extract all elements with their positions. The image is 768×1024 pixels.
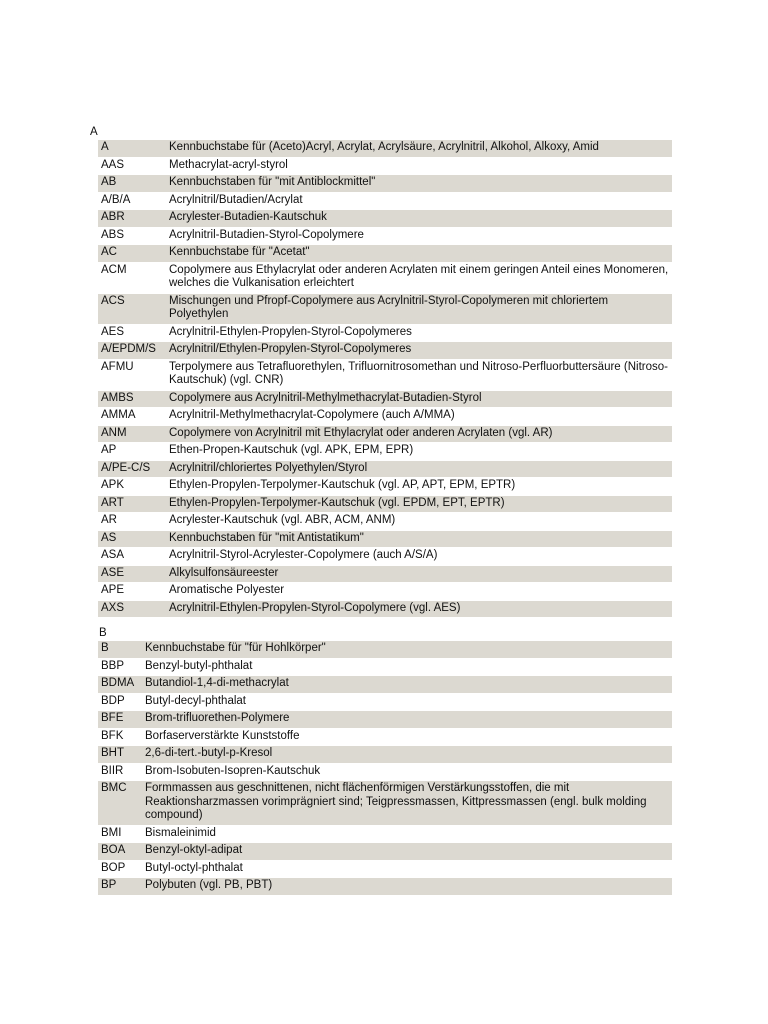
description-cell: Aromatische Polyester xyxy=(166,583,672,601)
abbreviation-cell: APK xyxy=(98,478,166,496)
section-letter-b: B xyxy=(99,627,107,639)
description-cell: Acrylnitril/chloriertes Polyethylen/Styrol xyxy=(166,460,672,478)
table-row xyxy=(98,425,672,443)
abbreviation-cell: BHT xyxy=(98,746,142,764)
abbreviation-cell: AFMU xyxy=(98,359,166,390)
table-row xyxy=(98,324,672,342)
abbreviation-cell: AAS xyxy=(98,157,166,175)
table-row xyxy=(98,513,672,531)
description-cell: Acrylnitril-Ethylen-Propylen-Styrol-Copolymeres xyxy=(166,324,672,342)
description-cell: Acrylnitril-Butadien-Styrol-Copolymere xyxy=(166,227,672,245)
section-letter-a: A xyxy=(90,126,98,138)
abbreviation-cell: A xyxy=(98,140,166,157)
table-row xyxy=(98,641,672,658)
abbreviation-cell: ABR xyxy=(98,210,166,228)
abbreviation-cell: ASE xyxy=(98,565,166,583)
table-row xyxy=(98,245,672,263)
description-cell: Polybuten (vgl. PB, PBT) xyxy=(142,878,672,896)
abbreviation-cell: A/B/A xyxy=(98,192,166,210)
abbreviation-cell: BBP xyxy=(98,658,142,676)
table-row xyxy=(98,342,672,360)
table-row xyxy=(98,175,672,193)
abbreviation-cell: BP xyxy=(98,878,142,896)
abbreviation-cell: ACM xyxy=(98,262,166,293)
table-row xyxy=(98,878,672,896)
table-row xyxy=(98,763,672,781)
abbreviation-cell: ABS xyxy=(98,227,166,245)
description-cell: Kennbuchstabe für "für Hohlkörper" xyxy=(142,641,672,658)
table-row xyxy=(98,825,672,843)
table-row xyxy=(98,548,672,566)
table-row xyxy=(98,565,672,583)
abbreviation-cell: ANM xyxy=(98,425,166,443)
description-cell: Acrylester-Butadien-Kautschuk xyxy=(166,210,672,228)
description-cell: Butyl-octyl-phthalat xyxy=(142,860,672,878)
table-b-body xyxy=(98,641,672,895)
abbreviation-cell: AXS xyxy=(98,600,166,618)
abbreviation-cell: APE xyxy=(98,583,166,601)
description-cell: Acrylnitril/Ethylen-Propylen-Styrol-Copolymeres xyxy=(166,342,672,360)
description-cell: Benzyl-oktyl-adipat xyxy=(142,843,672,861)
description-cell: 2,6-di-tert.-butyl-p-Kresol xyxy=(142,746,672,764)
table-row xyxy=(98,408,672,426)
description-cell: Terpolymere aus Tetrafluorethylen, Trifluornitrosomethan und Nitroso-Perfluorbuttersäure (Nitroso-Kautschuk) (vgl. CNR) xyxy=(166,359,672,390)
abbreviation-table-b xyxy=(98,641,672,896)
description-cell: Alkylsulfonsäureester xyxy=(166,565,672,583)
table-row xyxy=(98,843,672,861)
description-cell: Acrylnitril-Ethylen-Propylen-Styrol-Copolymere (vgl. AES) xyxy=(166,600,672,618)
abbreviation-cell: AB xyxy=(98,175,166,193)
table-row xyxy=(98,746,672,764)
description-cell: Kennbuchstabe für "Acetat" xyxy=(166,245,672,263)
description-cell: Acrylnitril-Styrol-Acrylester-Copolymere (auch A/S/A) xyxy=(166,548,672,566)
table-row xyxy=(98,293,672,324)
description-cell: Brom-Isobuten-Isopren-Kautschuk xyxy=(142,763,672,781)
table-a-body xyxy=(98,140,672,618)
description-cell: Borfaserverstärkte Kunststoffe xyxy=(142,728,672,746)
abbreviation-cell: BMC xyxy=(98,781,142,826)
table-row xyxy=(98,478,672,496)
table-row xyxy=(98,262,672,293)
abbreviation-cell: BMI xyxy=(98,825,142,843)
table-row xyxy=(98,227,672,245)
abbreviation-cell: B xyxy=(98,641,142,658)
table-row xyxy=(98,192,672,210)
table-row xyxy=(98,390,672,408)
abbreviation-cell: AP xyxy=(98,443,166,461)
description-cell: Acrylnitril-Methylmethacrylat-Copolymere (auch A/MMA) xyxy=(166,408,672,426)
table-row xyxy=(98,728,672,746)
table-row xyxy=(98,460,672,478)
description-cell: Kennbuchstaben für "mit Antiblockmittel" xyxy=(166,175,672,193)
description-cell: Copolymere aus Ethylacrylat oder anderen Acrylaten mit einem geringen Anteil eines Monomeren, welches die Vulkanisation erleichtert xyxy=(166,262,672,293)
description-cell: Kennbuchstaben für "mit Antistatikum" xyxy=(166,530,672,548)
abbreviation-cell: AR xyxy=(98,513,166,531)
description-cell: Butandiol-1,4-di-methacrylat xyxy=(142,676,672,694)
abbreviation-cell: AES xyxy=(98,324,166,342)
description-cell: Acrylester-Kautschuk (vgl. ABR, ACM, ANM) xyxy=(166,513,672,531)
table-row xyxy=(98,210,672,228)
description-cell: Brom-trifluorethen-Polymere xyxy=(142,711,672,729)
table-row xyxy=(98,140,672,157)
abbreviation-cell: BDP xyxy=(98,693,142,711)
abbreviation-cell: BOA xyxy=(98,843,142,861)
description-cell: Copolymere von Acrylnitril mit Ethylacrylat oder anderen Acrylaten (vgl. AR) xyxy=(166,425,672,443)
table-row xyxy=(98,443,672,461)
description-cell: Bismaleinimid xyxy=(142,825,672,843)
abbreviation-table-a xyxy=(98,140,672,618)
abbreviation-cell: AC xyxy=(98,245,166,263)
abbreviation-cell: BIIR xyxy=(98,763,142,781)
abbreviation-cell: AS xyxy=(98,530,166,548)
table-row xyxy=(98,711,672,729)
description-cell: Mischungen und Pfropf-Copolymere aus Acrylnitril-Styrol-Copolymeren mit chloriertem Polyethylen xyxy=(166,293,672,324)
abbreviation-cell: BDMA xyxy=(98,676,142,694)
description-cell: Ethylen-Propylen-Terpolymer-Kautschuk (vgl. AP, APT, EPM, EPTR) xyxy=(166,478,672,496)
abbreviation-cell: ACS xyxy=(98,293,166,324)
table-row xyxy=(98,658,672,676)
abbreviation-cell: BFE xyxy=(98,711,142,729)
table-row xyxy=(98,693,672,711)
description-cell: Methacrylat-acryl-styrol xyxy=(166,157,672,175)
abbreviation-cell: BFK xyxy=(98,728,142,746)
table-row xyxy=(98,860,672,878)
table-row xyxy=(98,583,672,601)
table-row xyxy=(98,530,672,548)
abbreviation-cell: AMBS xyxy=(98,390,166,408)
table-row xyxy=(98,600,672,618)
description-cell: Ethen-Propen-Kautschuk (vgl. APK, EPM, EPR) xyxy=(166,443,672,461)
description-cell: Benzyl-butyl-phthalat xyxy=(142,658,672,676)
abbreviation-cell: ASA xyxy=(98,548,166,566)
description-cell: Kennbuchstabe für (Aceto)Acryl, Acrylat, Acrylsäure, Acrylnitril, Alkohol, Alkoxy, Amid xyxy=(166,140,672,157)
description-cell: Acrylnitril/Butadien/Acrylat xyxy=(166,192,672,210)
table-row xyxy=(98,157,672,175)
table-row xyxy=(98,781,672,826)
table-row xyxy=(98,359,672,390)
description-cell: Formmassen aus geschnittenen, nicht flächenförmigen Verstärkungsstoffen, die mit Reaktionsharzmassen vorimprägniert sind; Teigpressmassen, Kittpressmassen (engl. bulk molding compound) xyxy=(142,781,672,826)
table-row xyxy=(98,676,672,694)
description-cell: Butyl-decyl-phthalat xyxy=(142,693,672,711)
abbreviation-cell: A/EPDM/S xyxy=(98,342,166,360)
description-cell: Ethylen-Propylen-Terpolymer-Kautschuk (vgl. EPDM, EPT, EPTR) xyxy=(166,495,672,513)
description-cell: Copolymere aus Acrylnitril-Methylmethacrylat-Butadien-Styrol xyxy=(166,390,672,408)
abbreviation-cell: BOP xyxy=(98,860,142,878)
table-row xyxy=(98,495,672,513)
abbreviation-cell: ART xyxy=(98,495,166,513)
abbreviation-cell: AMMA xyxy=(98,408,166,426)
abbreviation-cell: A/PE-C/S xyxy=(98,460,166,478)
